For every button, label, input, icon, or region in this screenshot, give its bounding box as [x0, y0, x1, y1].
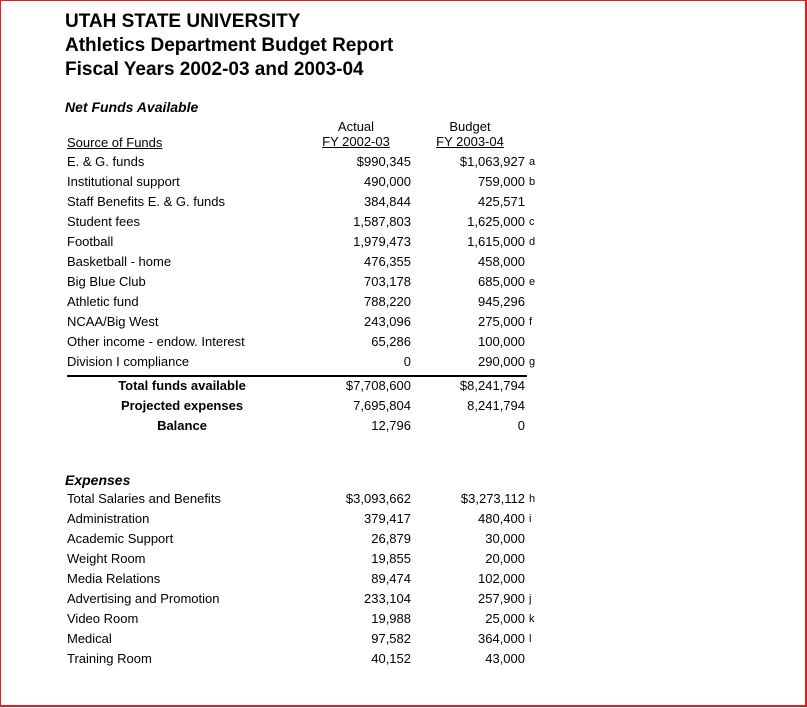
column-header-source — [67, 135, 162, 150]
row-label: Staff Benefits E. & G. funds — [67, 194, 226, 209]
budget-value: 945,296 — [478, 294, 525, 309]
footnote-marker: f — [529, 316, 533, 328]
table-row — [0, 629, 807, 649]
table-row — [0, 192, 807, 212]
actual-value: 26,879 — [371, 531, 411, 546]
budget-value: $1,063,927 — [459, 154, 525, 169]
budget-value: 458,000 — [478, 254, 525, 269]
total-row — [0, 376, 807, 396]
budget-value: 0 — [517, 418, 525, 433]
actual-value: 0 — [403, 354, 411, 369]
budget-value: 25,000 — [485, 611, 525, 626]
table-row — [0, 272, 807, 292]
footnote-marker: g — [529, 356, 536, 368]
footnote-marker: h — [529, 493, 536, 505]
budget-value: 685,000 — [478, 274, 525, 289]
actual-value: 788,220 — [364, 294, 411, 309]
total-row — [0, 416, 807, 436]
footnote-marker: b — [529, 176, 536, 188]
column-header-actual — [306, 119, 406, 149]
actual-value: 490,000 — [364, 174, 411, 189]
table-row — [0, 172, 807, 192]
actual-value: $7,708,600 — [345, 378, 411, 393]
budget-fy-label: FY 2003-04 — [436, 134, 504, 149]
report-title-department: Athletics Department Budget Report — [65, 35, 394, 56]
actual-value: 1,587,803 — [353, 214, 411, 229]
actual-value: 40,152 — [371, 651, 411, 666]
budget-value: 290,000 — [478, 354, 525, 369]
actual-value: 12,796 — [371, 418, 411, 433]
footnote-marker: i — [529, 513, 532, 525]
budget-value: 759,000 — [478, 174, 525, 189]
footnote-marker: c — [529, 216, 535, 228]
table-row — [0, 212, 807, 232]
budget-value: 257,900 — [478, 591, 525, 606]
actual-value: 19,855 — [371, 551, 411, 566]
actual-value: 476,355 — [364, 254, 411, 269]
budget-value: 275,000 — [478, 314, 525, 329]
actual-value: 1,979,473 — [353, 234, 411, 249]
row-label: Athletic fund — [67, 294, 139, 309]
footnote-marker: k — [529, 613, 535, 625]
row-label: NCAA/Big West — [67, 314, 159, 329]
budget-value: $3,273,112 — [460, 491, 525, 506]
actual-fy-label: FY 2002-03 — [322, 134, 390, 149]
column-header-budget — [420, 119, 520, 149]
budget-value: 1,625,000 — [467, 214, 525, 229]
footnote-marker: a — [529, 156, 536, 168]
table-row — [0, 152, 807, 172]
row-label: Training Room — [67, 651, 152, 666]
footnote-marker: j — [529, 593, 532, 605]
row-label: Academic Support — [67, 531, 174, 546]
table-row — [0, 569, 807, 589]
row-label: Projected expenses — [120, 398, 244, 413]
row-label: Advertising and Promotion — [67, 591, 220, 606]
actual-value: 233,104 — [364, 591, 411, 606]
row-label: Basketball - home — [67, 254, 172, 269]
footnote-marker: d — [529, 236, 536, 248]
actual-value: 7,695,804 — [353, 398, 411, 413]
report-title-fiscal-years: Fiscal Years 2002-03 and 2003-04 — [65, 59, 364, 80]
actual-value: 97,582 — [371, 631, 411, 646]
row-label: Football — [67, 234, 114, 249]
row-label: Big Blue Club — [67, 274, 146, 289]
row-label: Student fees — [67, 214, 140, 229]
budget-value: 30,000 — [485, 531, 525, 546]
report-title-university: UTAH STATE UNIVERSITY — [65, 11, 301, 32]
table-row — [0, 232, 807, 252]
budget-value: 100,000 — [478, 334, 525, 349]
table-row — [0, 292, 807, 312]
actual-value: 243,096 — [364, 314, 411, 329]
net-funds-heading: Net Funds Available — [65, 99, 199, 115]
budget-value: 425,571 — [478, 194, 525, 209]
table-row — [0, 352, 807, 372]
budget-value: 43,000 — [485, 651, 525, 666]
budget-value: 8,241,794 — [467, 398, 525, 413]
actual-value: 703,178 — [364, 274, 411, 289]
row-label: Institutional support — [67, 174, 180, 189]
row-label: Medical — [67, 631, 112, 646]
total-row — [0, 396, 807, 416]
actual-value: $3,093,662 — [345, 491, 411, 506]
table-row — [0, 509, 807, 529]
row-label: Administration — [67, 511, 150, 526]
table-row — [0, 609, 807, 629]
actual-value: $990,345 — [356, 154, 411, 169]
row-label: Division I compliance — [67, 354, 190, 369]
budget-value: $8,241,794 — [459, 378, 525, 393]
budget-value: 20,000 — [485, 551, 525, 566]
budget-value: 102,000 — [478, 571, 525, 586]
table-row — [0, 252, 807, 272]
row-label: Media Relations — [67, 571, 161, 586]
actual-value: 384,844 — [364, 194, 411, 209]
actual-value: 65,286 — [371, 334, 411, 349]
footnote-marker: l — [529, 633, 532, 645]
actual-value: 89,474 — [371, 571, 411, 586]
budget-value: 480,400 — [478, 511, 525, 526]
budget-value: 364,000 — [478, 631, 525, 646]
actual-label: Actual — [337, 119, 375, 134]
actual-value: 379,417 — [364, 511, 411, 526]
row-label: E. & G. funds — [67, 154, 145, 169]
table-row — [0, 589, 807, 609]
source-of-funds-label: Source of Funds — [67, 135, 163, 150]
budget-label: Budget — [449, 119, 491, 134]
footnote-marker: e — [529, 276, 536, 288]
table-row — [0, 489, 807, 509]
expenses-heading: Expenses — [65, 472, 131, 488]
actual-value: 19,988 — [371, 611, 411, 626]
row-label: Balance — [157, 418, 207, 433]
table-row — [0, 649, 807, 669]
row-label: Total funds available — [118, 378, 246, 393]
row-label: Other income - endow. Interest — [67, 334, 245, 349]
row-label: Total Salaries and Benefits — [67, 491, 221, 506]
table-row — [0, 312, 807, 332]
budget-value: 1,615,000 — [467, 234, 525, 249]
row-label: Video Room — [67, 611, 139, 626]
table-row — [0, 529, 807, 549]
table-row — [0, 332, 807, 352]
row-label: Weight Room — [67, 551, 146, 566]
table-row — [0, 549, 807, 569]
